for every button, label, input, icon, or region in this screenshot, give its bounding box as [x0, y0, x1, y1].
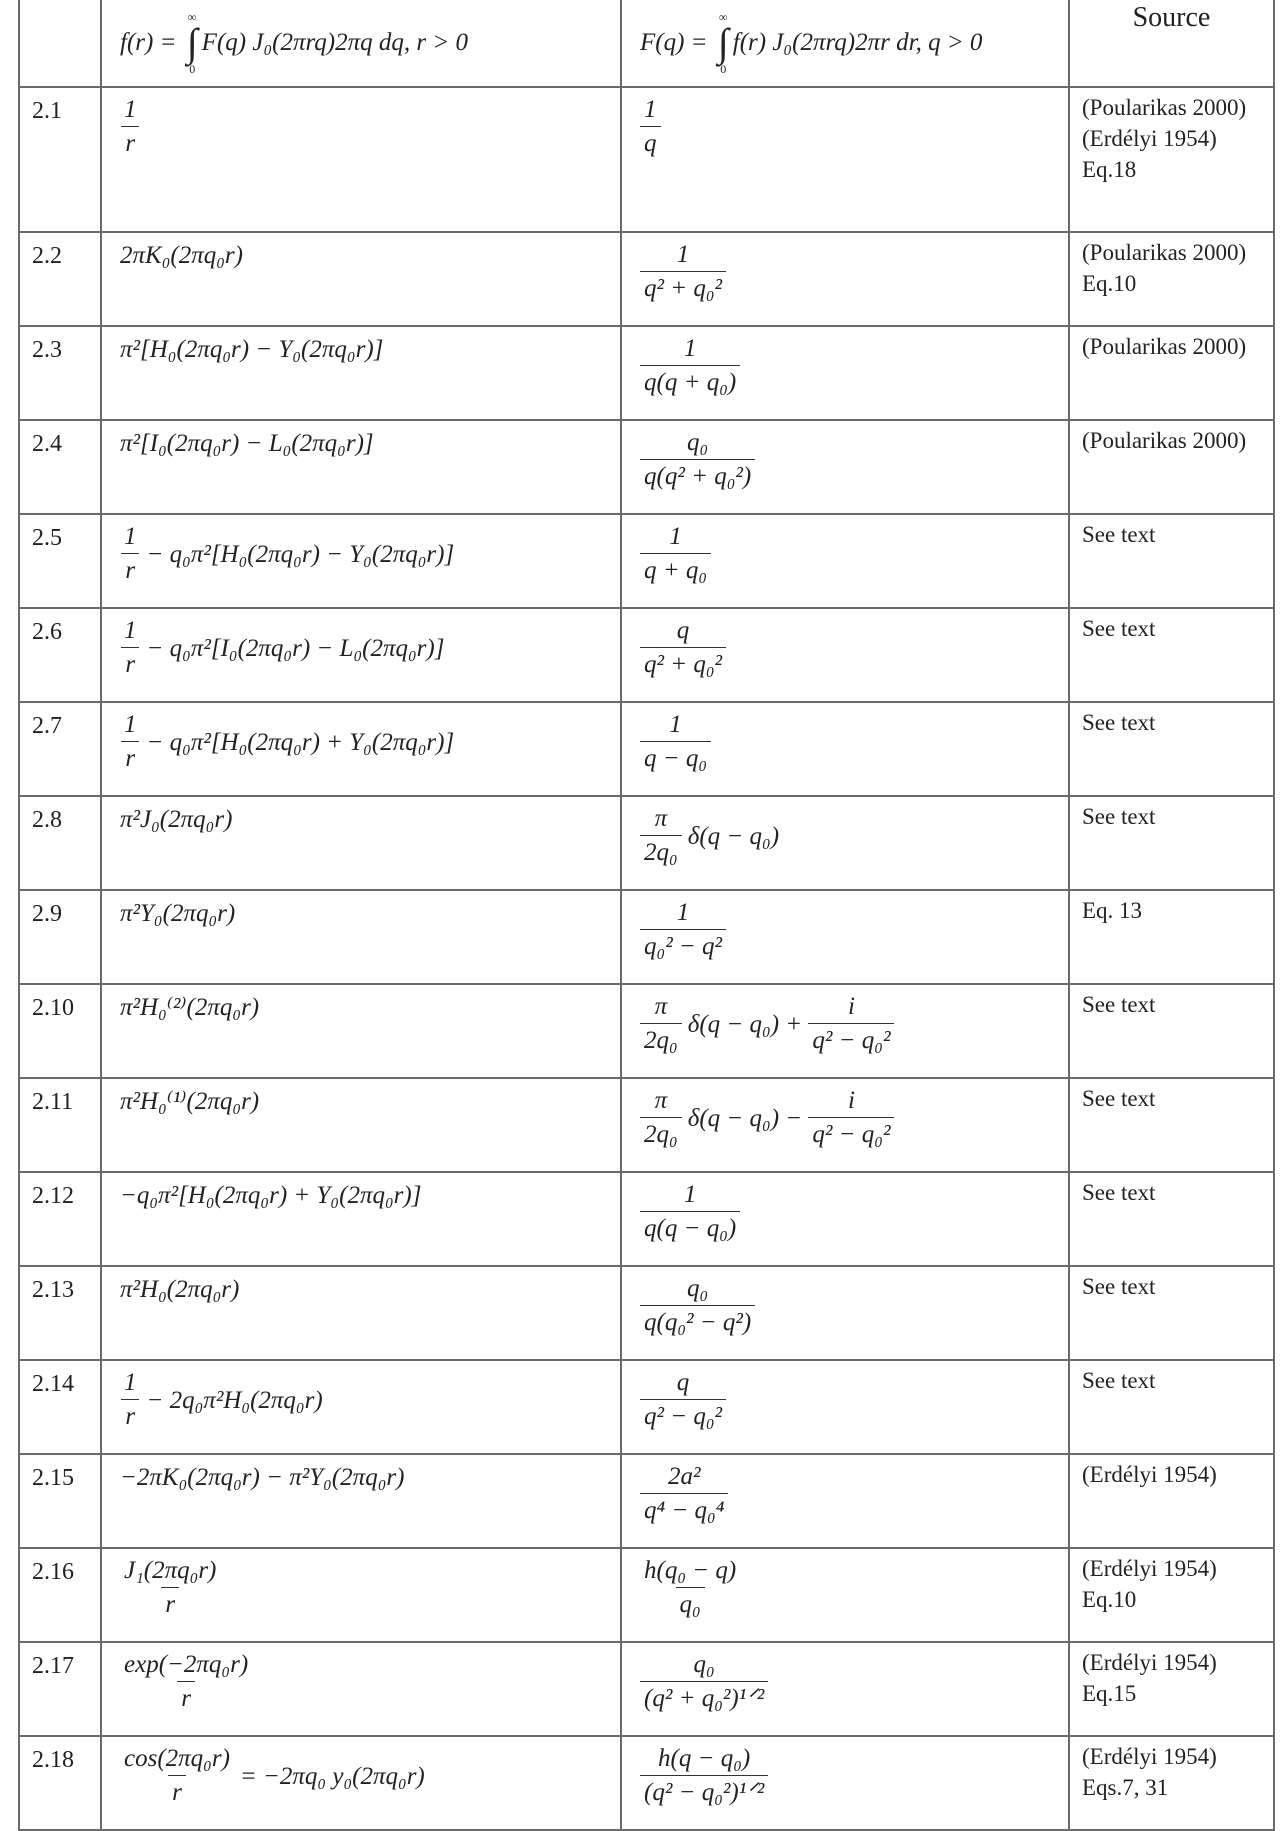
numerator: 1 — [669, 523, 682, 550]
table-row — [19, 890, 1274, 984]
f-of-r-expression — [102, 515, 620, 588]
F-of-q-cell — [621, 1736, 1069, 1830]
denominator: 2q₀ — [640, 835, 682, 870]
fraction — [640, 1743, 768, 1810]
table-row — [19, 1078, 1274, 1172]
F-of-q-expression — [622, 1643, 1068, 1716]
F-of-q-cell — [621, 1078, 1069, 1172]
table-row — [19, 232, 1274, 326]
row-number: 2.13 — [19, 1266, 101, 1360]
fraction — [120, 615, 141, 682]
row-number: 2.10 — [19, 984, 101, 1078]
numerator: π — [654, 1087, 668, 1114]
denominator: q — [640, 126, 661, 161]
expr-text: π²H₀⁽²⁾(2πq₀r) — [120, 994, 260, 1021]
fraction — [640, 427, 755, 494]
source-cell: See text — [1069, 1172, 1274, 1266]
row-number: 2.16 — [19, 1548, 101, 1642]
table-row — [19, 1454, 1274, 1548]
fraction — [640, 1367, 726, 1434]
denominator: 2q₀ — [640, 1023, 682, 1058]
header-f-of-r — [101, 0, 621, 87]
denominator: q² − q₀² — [808, 1023, 894, 1058]
f-of-r-cell — [101, 796, 621, 890]
expr-text: = −2πq₀ y₀(2πq₀r) — [239, 1762, 425, 1790]
f-of-r-expression — [102, 1643, 620, 1716]
expr-text: π²[I₀(2πq₀r) − L₀(2πq₀r)] — [120, 430, 374, 457]
source-cell: (Poularikas 2000) — [1069, 326, 1274, 420]
denominator: q² − q₀² — [808, 1117, 894, 1152]
source-cell: (Erdélyi 1954) Eqs.7, 31 — [1069, 1736, 1274, 1830]
f-of-r-cell — [101, 702, 621, 796]
F-of-q-expression — [622, 1361, 1068, 1434]
source-cell: (Poularikas 2000) Eq.10 — [1069, 232, 1274, 326]
F-of-q-cell — [621, 608, 1069, 702]
denominator: r — [177, 1681, 195, 1716]
f-of-r-expression — [102, 1267, 620, 1307]
f-of-r-expression — [102, 233, 620, 273]
denominator: r — [121, 1399, 139, 1434]
numerator: 1 — [683, 335, 697, 362]
source-cell: See text — [1069, 984, 1274, 1078]
numerator: i — [847, 1087, 855, 1114]
f-of-r-expression — [102, 1549, 620, 1622]
denominator: q⁴ − q₀⁴ — [640, 1493, 728, 1528]
header-F-of-q — [621, 0, 1069, 87]
row-number: 2.15 — [19, 1454, 101, 1548]
f-of-r-expression — [102, 985, 620, 1025]
fraction — [120, 709, 141, 776]
expr-text: π²H₀(2πq₀r) — [120, 1276, 240, 1303]
f-of-r-expression — [102, 327, 620, 367]
table-row — [19, 326, 1274, 420]
source-cell: See text — [1069, 796, 1274, 890]
F-of-q-expression — [622, 1267, 1068, 1340]
table-row — [19, 1642, 1274, 1736]
f-of-r-expression — [102, 1361, 620, 1434]
denominator: q₀ — [676, 1587, 705, 1622]
fraction — [808, 991, 894, 1058]
numerator: 1 — [124, 96, 137, 123]
numerator: 1 — [644, 96, 657, 123]
denominator: (q² − q₀²)¹ᐟ² — [640, 1775, 768, 1810]
source-cell: (Erdélyi 1954) Eq.10 — [1069, 1548, 1274, 1642]
denominator: q(q² + q₀²) — [640, 459, 755, 494]
F-of-q-expression — [622, 233, 1068, 306]
expr-text: f(r) J₀(2πrq)2πr dr, q > 0 — [732, 29, 983, 56]
f-of-r-expression — [102, 88, 620, 161]
fraction — [640, 1273, 755, 1340]
numerator: 1 — [669, 711, 682, 738]
fraction — [640, 615, 726, 682]
fraction — [640, 1649, 768, 1716]
source-cell: See text — [1069, 1266, 1274, 1360]
denominator: r — [168, 1775, 186, 1810]
denominator: r — [121, 553, 139, 588]
expr-text: −2πK₀(2πq₀r) − π²Y₀(2πq₀r) — [120, 1464, 405, 1491]
source-cell: See text — [1069, 1078, 1274, 1172]
hankel-transform-table — [18, 0, 1275, 1831]
table-row — [19, 702, 1274, 796]
fraction — [640, 333, 740, 400]
fraction — [640, 1085, 682, 1152]
source-cell: (Erdélyi 1954) — [1069, 1454, 1274, 1548]
expr-text: − 2q₀π²H₀(2πq₀r) — [146, 1386, 323, 1414]
F-of-q-cell — [621, 890, 1069, 984]
denominator: q₀² − q² — [640, 929, 726, 964]
F-of-q-cell — [621, 326, 1069, 420]
F-of-q-expression — [622, 1737, 1068, 1810]
numerator: cos(2πq₀r) — [124, 1745, 230, 1772]
F-of-q-cell — [621, 1172, 1069, 1266]
F-of-q-cell — [621, 1454, 1069, 1548]
numerator: q₀ — [687, 1275, 709, 1302]
header-blank-cell — [19, 0, 101, 87]
denominator: r — [161, 1587, 179, 1622]
source-cell: See text — [1069, 702, 1274, 796]
expr-text: δ(q − q₀) + — [687, 1010, 809, 1038]
f-of-r-cell — [101, 1548, 621, 1642]
f-of-r-expression — [102, 609, 620, 682]
numerator: exp(−2πq₀r) — [124, 1651, 249, 1678]
f-of-r-expression — [102, 1079, 620, 1119]
expr-text: − q₀π²[H₀(2πq₀r) − Y₀(2πq₀r)] — [146, 540, 455, 568]
denominator: r — [121, 741, 139, 776]
F-of-q-expression — [622, 1549, 1068, 1622]
numerator: q₀ — [687, 429, 709, 456]
denominator: q(q₀² − q²) — [640, 1305, 755, 1340]
f-of-r-cell — [101, 1736, 621, 1830]
F-of-q-expression — [622, 891, 1068, 964]
row-number: 2.17 — [19, 1642, 101, 1736]
table-row — [19, 514, 1274, 608]
denominator: r — [121, 126, 139, 161]
fraction — [640, 1461, 728, 1528]
denominator: q² + q₀² — [640, 271, 726, 306]
source-cell: Eq. 13 — [1069, 890, 1274, 984]
denominator: q + q₀ — [640, 553, 711, 588]
integral-upper-limit: ∞ — [187, 10, 197, 24]
fraction — [640, 521, 711, 588]
expr-text: f(r) = — [120, 29, 183, 56]
f-of-r-cell — [101, 1266, 621, 1360]
F-of-q-expression — [622, 421, 1068, 494]
F-of-q-cell — [621, 796, 1069, 890]
expr-text: π²J₀(2πq₀r) — [120, 806, 233, 833]
numerator: 1 — [124, 523, 137, 550]
denominator: r — [121, 647, 139, 682]
numerator: 1 — [683, 1181, 697, 1208]
numerator: 1 — [676, 899, 690, 926]
table-row — [19, 1548, 1274, 1642]
F-of-q-cell — [621, 514, 1069, 608]
f-of-r-cell — [101, 984, 621, 1078]
F-of-q-cell — [621, 1548, 1069, 1642]
integral-sign — [187, 11, 198, 75]
f-of-r-expression — [102, 421, 620, 461]
F-of-q-expression — [622, 1455, 1068, 1528]
numerator: i — [847, 993, 855, 1020]
f-of-r-cell — [101, 1454, 621, 1548]
fraction — [640, 1179, 740, 1246]
source-cell: See text — [1069, 608, 1274, 702]
denominator: q² + q₀² — [640, 647, 726, 682]
F-of-q-cell — [621, 702, 1069, 796]
denominator: q(q + q₀) — [640, 365, 740, 400]
numerator: 1 — [124, 1369, 137, 1396]
integral-upper-limit: ∞ — [719, 10, 728, 24]
numerator: q₀ — [693, 1651, 715, 1678]
F-of-q-expression — [622, 985, 1068, 1058]
f-of-r-cell — [101, 1172, 621, 1266]
F-of-q-cell — [621, 1642, 1069, 1736]
f-of-r-cell — [101, 326, 621, 420]
fraction — [120, 1743, 234, 1810]
f-of-r-expression — [102, 797, 620, 837]
integral-sign — [718, 11, 729, 75]
source-cell: See text — [1069, 514, 1274, 608]
numerator: h(q − q₀) — [658, 1745, 751, 1772]
row-number: 2.2 — [19, 232, 101, 326]
integral-symbol: ∫ — [186, 20, 198, 65]
row-number: 2.3 — [19, 326, 101, 420]
table-row — [19, 1736, 1274, 1830]
F-of-q-expression — [622, 609, 1068, 682]
expr-text: π²[H₀(2πq₀r) − Y₀(2πq₀r)] — [120, 336, 384, 363]
f-of-r-cell — [101, 514, 621, 608]
table-row — [19, 796, 1274, 890]
row-number: 2.18 — [19, 1736, 101, 1830]
source-cell: (Poularikas 2000) — [1069, 420, 1274, 514]
F-of-q-expression — [622, 1173, 1068, 1246]
fraction — [640, 803, 682, 870]
expr-text: 2πK₀(2πq₀r) — [120, 242, 243, 269]
expr-text: δ(q − q₀) — [687, 822, 780, 850]
numerator: 1 — [676, 241, 690, 268]
numerator: 1 — [124, 711, 137, 738]
numerator: π — [654, 993, 668, 1020]
denominator: q(q − q₀) — [640, 1211, 740, 1246]
table-row — [19, 1266, 1274, 1360]
f-of-r-expression — [102, 703, 620, 776]
F-of-q-cell — [621, 984, 1069, 1078]
F-of-q-expression — [622, 515, 1068, 588]
table-row — [19, 420, 1274, 514]
f-of-r-expression — [102, 1173, 620, 1213]
f-of-r-cell — [101, 1642, 621, 1736]
f-of-r-expression — [102, 1737, 620, 1810]
fraction — [120, 1555, 220, 1622]
F-of-q-cell — [621, 1360, 1069, 1454]
row-number: 2.5 — [19, 514, 101, 608]
row-number: 2.8 — [19, 796, 101, 890]
fraction — [640, 94, 661, 161]
row-number: 2.14 — [19, 1360, 101, 1454]
numerator: J₁(2πq₀r) — [124, 1557, 217, 1584]
row-number: 2.7 — [19, 702, 101, 796]
expr-text: F(q) J₀(2πrq)2πq dq, r > 0 — [201, 29, 468, 56]
fraction — [120, 521, 141, 588]
f-of-r-expression — [102, 1455, 620, 1495]
table-row — [19, 608, 1274, 702]
f-of-r-cell — [101, 420, 621, 514]
f-of-r-cell — [101, 608, 621, 702]
fraction — [120, 1649, 252, 1716]
expr-text: − q₀π²[I₀(2πq₀r) − L₀(2πq₀r)] — [146, 634, 445, 662]
fraction — [640, 239, 726, 306]
F-of-q-expression — [622, 1079, 1068, 1152]
F-of-q-cell — [621, 420, 1069, 514]
fraction — [640, 897, 726, 964]
numerator: q — [676, 1369, 690, 1396]
f-of-r-cell — [101, 1360, 621, 1454]
fraction — [120, 94, 141, 161]
row-number: 2.12 — [19, 1172, 101, 1266]
F-of-q-cell — [621, 87, 1069, 232]
source-cell: See text — [1069, 1360, 1274, 1454]
expr-text: F(q) = — [640, 29, 714, 56]
expr-text: π²Y₀(2πq₀r) — [120, 900, 236, 927]
source-cell: (Erdélyi 1954) Eq.15 — [1069, 1642, 1274, 1736]
f-of-r-cell — [101, 232, 621, 326]
f-of-r-cell — [101, 87, 621, 232]
numerator: 2a² — [667, 1463, 701, 1490]
F-of-q-cell — [621, 232, 1069, 326]
expr-text: δ(q − q₀) − — [687, 1104, 809, 1132]
F-of-q-expression — [622, 797, 1068, 870]
header-source: Source — [1069, 0, 1274, 87]
denominator: q² − q₀² — [640, 1399, 726, 1434]
integral-lower-limit: 0 — [189, 62, 196, 76]
row-number: 2.1 — [19, 87, 101, 232]
denominator: q − q₀ — [640, 741, 711, 776]
table-row — [19, 87, 1274, 232]
integral-symbol: ∫ — [717, 20, 729, 65]
fraction — [640, 991, 682, 1058]
header-row — [19, 0, 1274, 87]
integral-lower-limit: 0 — [720, 62, 727, 76]
table-row — [19, 984, 1274, 1078]
f-of-r-cell — [101, 1078, 621, 1172]
fraction — [808, 1085, 894, 1152]
row-number: 2.9 — [19, 890, 101, 984]
fraction — [640, 1555, 740, 1622]
numerator: 1 — [124, 617, 137, 644]
row-number: 2.6 — [19, 608, 101, 702]
F-of-q-expression — [622, 327, 1068, 400]
table-row — [19, 1172, 1274, 1266]
fraction — [120, 1367, 141, 1434]
source-cell: (Poularikas 2000) (Erdélyi 1954) Eq.18 — [1069, 87, 1274, 232]
row-number: 2.4 — [19, 420, 101, 514]
F-of-q-expression — [622, 88, 1068, 161]
denominator: 2q₀ — [640, 1117, 682, 1152]
denominator: (q² + q₀²)¹ᐟ² — [640, 1681, 768, 1716]
table-row — [19, 1360, 1274, 1454]
fraction — [640, 709, 711, 776]
F-of-q-expression — [622, 703, 1068, 776]
row-number: 2.11 — [19, 1078, 101, 1172]
expr-text: − q₀π²[H₀(2πq₀r) + Y₀(2πq₀r)] — [146, 728, 455, 756]
expr-text: π²H₀⁽¹⁾(2πq₀r) — [120, 1088, 260, 1115]
numerator: π — [654, 805, 668, 832]
F-of-q-cell — [621, 1266, 1069, 1360]
numerator: q — [676, 617, 690, 644]
f-of-r-cell — [101, 890, 621, 984]
expr-text: −q₀π²[H₀(2πq₀r) + Y₀(2πq₀r)] — [120, 1182, 422, 1209]
numerator: h(q₀ − q) — [644, 1557, 737, 1584]
f-of-r-expression — [102, 891, 620, 931]
